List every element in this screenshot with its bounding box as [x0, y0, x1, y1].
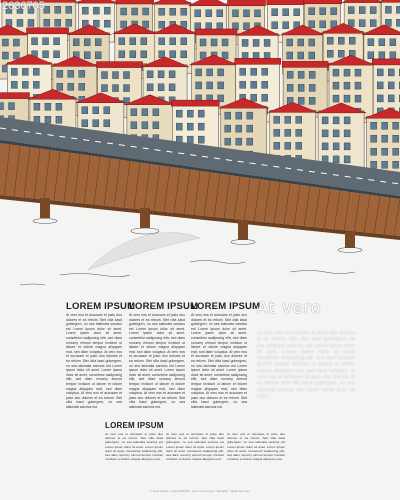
house-window — [13, 39, 19, 46]
house-window — [119, 38, 125, 45]
house-window — [147, 84, 153, 91]
house-window — [371, 161, 377, 168]
house-window — [198, 123, 204, 130]
house-window — [142, 109, 148, 116]
house-window — [147, 71, 153, 78]
house-window — [141, 51, 147, 58]
house-window — [195, 10, 201, 17]
house-window — [44, 19, 50, 26]
house-window — [211, 39, 217, 46]
house-roof — [195, 29, 237, 35]
house-window — [247, 125, 253, 132]
ripple — [338, 248, 362, 253]
house-window — [253, 39, 259, 46]
house-window — [333, 143, 339, 150]
house-roof — [304, 0, 342, 4]
house-window — [102, 72, 108, 79]
house-roof — [189, 0, 229, 6]
house-window — [2, 39, 8, 46]
bottom-column-3: At vero eos et accusam et justo duo dolores et ea rebum. Stet clita kasd gubergren, no sea takimata sanctus est Lorem ipsum dolor sit amet. Lorem ipsum dolor sit amet, consetetur sadipscing elitr, sed diam nonumy eirmod tempor invidunt ut labore et dolore magna aliquyam erat. — [227, 432, 285, 462]
house-window — [322, 130, 328, 137]
house-window — [225, 112, 231, 119]
house-window — [296, 142, 302, 149]
house-window — [13, 52, 19, 59]
house-window — [348, 7, 354, 14]
house-window — [287, 52, 293, 59]
house-roof — [282, 61, 328, 67]
house-window — [296, 129, 302, 136]
house-window — [331, 8, 337, 15]
house-window — [355, 82, 361, 89]
house-window — [287, 84, 293, 91]
house-window — [131, 109, 137, 116]
house-window — [143, 21, 149, 28]
house-window — [382, 161, 388, 168]
house-window — [385, 19, 391, 26]
house-window — [333, 95, 339, 102]
house-window — [247, 112, 253, 119]
house-window — [56, 103, 62, 110]
house-window — [298, 97, 304, 104]
house-window — [159, 51, 165, 58]
house-window — [344, 143, 350, 150]
house-window — [322, 117, 328, 124]
ripple — [20, 284, 45, 285]
house-window — [371, 148, 377, 155]
house-window — [272, 9, 278, 16]
bottom-column-1: At vero eos et accusam et justo duo dolores et ea rebum. Stet clita kasd gubergren, no sea takimata sanctus est Lorem ipsum dolor sit amet. Lorem ipsum dolor sit amet, consetetur sadipscing elitr, sed diam nonumy eirmod tempor invidunt ut labore et dolore magna aliquyam erat. — [105, 432, 163, 462]
house-window — [242, 39, 248, 46]
house-window — [17, 19, 23, 26]
house-window — [274, 129, 280, 136]
house-window — [251, 68, 257, 75]
house-window — [344, 69, 350, 76]
house-window — [232, 10, 238, 17]
house-window — [82, 120, 88, 127]
house-window — [32, 38, 38, 45]
house-roof — [267, 0, 305, 5]
headline-1: LOREM IPSUM — [66, 301, 136, 312]
house-window — [158, 71, 164, 78]
house-window — [132, 8, 138, 15]
house-window — [222, 52, 228, 59]
house-window — [254, 10, 260, 17]
house-window — [385, 6, 391, 13]
piling — [40, 198, 50, 218]
house-window — [247, 138, 253, 145]
ripple — [33, 219, 57, 224]
house-window — [104, 107, 110, 114]
house-window — [379, 39, 385, 46]
house-window — [294, 9, 300, 16]
ripple — [231, 240, 255, 245]
house-window — [285, 142, 291, 149]
house-window — [287, 71, 293, 78]
house-window — [240, 81, 246, 88]
house-window — [159, 8, 165, 15]
house-window — [153, 109, 159, 116]
house-window — [217, 23, 223, 30]
house-window — [333, 82, 339, 89]
house-window — [370, 7, 376, 14]
bottom-headline-1: LOREM IPSUM — [105, 421, 164, 430]
house-window — [54, 38, 60, 45]
house-window — [236, 138, 242, 145]
house-window — [22, 81, 28, 88]
house-window — [225, 138, 231, 145]
headline-3: LOREM IPSUM — [191, 301, 261, 312]
house-window — [218, 69, 224, 76]
house-window — [240, 68, 246, 75]
house-window — [298, 52, 304, 59]
house-window — [11, 68, 17, 75]
house-window — [34, 103, 40, 110]
house-window — [142, 122, 148, 129]
house-window — [55, 6, 61, 13]
house-window — [28, 19, 34, 26]
piling — [238, 220, 248, 240]
house-window — [355, 95, 361, 102]
house-window — [296, 116, 302, 123]
house-window — [187, 110, 193, 117]
house-window — [196, 82, 202, 89]
house-window — [79, 83, 85, 90]
house-roof — [153, 0, 193, 4]
house-window — [320, 21, 326, 28]
house-window — [348, 20, 354, 27]
house-window — [130, 51, 136, 58]
house-roof — [171, 100, 219, 106]
house-window — [390, 52, 396, 59]
house-window — [388, 82, 394, 89]
house-window — [43, 38, 49, 45]
house-window — [382, 122, 388, 129]
house-window — [207, 82, 213, 89]
house-window — [333, 156, 339, 163]
house-roof — [342, 0, 382, 3]
house-window — [73, 39, 79, 46]
house-window — [333, 117, 339, 124]
house-window — [45, 103, 51, 110]
house-window — [355, 69, 361, 76]
house-window — [176, 110, 182, 117]
house-window — [181, 38, 187, 45]
house-window — [181, 8, 187, 15]
house-window — [181, 51, 187, 58]
house-window — [322, 143, 328, 150]
house-window — [388, 69, 394, 76]
house-window — [368, 39, 374, 46]
house-window — [121, 21, 127, 28]
piling — [140, 208, 150, 228]
house-window — [66, 19, 72, 26]
house-window — [187, 123, 193, 130]
house-window — [176, 123, 182, 130]
house-window — [338, 37, 344, 44]
house-roof — [97, 62, 143, 68]
house-window — [272, 22, 278, 29]
house-window — [207, 69, 213, 76]
house-window — [196, 69, 202, 76]
house-window — [45, 116, 51, 123]
text-column-3: At vero eos et accusam et justo duo dolores et ea rebum. Stet clita kasd gubergren, no sea takimata sanctus est Lorem ipsum dolor sit amet. Lorem ipsum dolor sit amet, consetetur sadipscing elitr, sed diam nonumy eirmod tempor invidunt ut labore et dolore magna aliquyam erat, sed diam voluptua. At vero eos et accusam et justo duo dolores et ea rebum. Stet clita kasd gubergren, no sea takimata sanctus est Lorem ipsum dolor sit amet. Lorem ipsum dolor sit amet, consetetur sadipscing elitr, sed diam nonumy eirmod tempor invidunt ut labore et dolore magna aliquyam erat, sed diam voluptua. At vero eos et accusam et justo duo dolores et ea rebum. Stet clita kasd gubergren, no sea takimata sanctus est. — [191, 313, 247, 409]
house-window — [217, 10, 223, 17]
house-window — [283, 9, 289, 16]
house-window — [84, 52, 90, 59]
house-window — [153, 122, 159, 129]
house-window — [33, 81, 39, 88]
house-window — [93, 7, 99, 14]
house-window — [382, 135, 388, 142]
house-window — [309, 21, 315, 28]
house-window — [274, 116, 280, 123]
house-window — [344, 130, 350, 137]
house-window — [200, 39, 206, 46]
house-window — [393, 122, 399, 129]
house-window — [236, 125, 242, 132]
house-window — [309, 71, 315, 78]
house-window — [2, 52, 8, 59]
house-window — [84, 39, 90, 46]
house-window — [243, 10, 249, 17]
house-window — [309, 8, 315, 15]
house-window — [287, 39, 293, 46]
house-window — [338, 50, 344, 57]
house-window — [206, 23, 212, 30]
feature-title: At vero — [257, 298, 322, 317]
house-window — [82, 107, 88, 114]
house-window — [124, 72, 130, 79]
house-window — [333, 130, 339, 137]
house-window — [370, 20, 376, 27]
house-window — [169, 71, 175, 78]
ripple — [290, 271, 355, 274]
house-window — [320, 8, 326, 15]
text-column-1: At vero eos et accusam et justo duo dolores et ea rebum. Stet clita kasd gubergren, no sea takimata sanctus est Lorem ipsum dolor sit amet. Lorem ipsum dolor sit amet, consetetur sadipscing elitr, sed diam nonumy eirmod tempor invidunt ut labore et dolore magna aliquyam erat, sed diam voluptua. At vero eos et accusam et justo duo dolores et ea rebum. Stet clita kasd gubergren, no sea takimata sanctus est Lorem ipsum dolor sit amet. Lorem ipsum dolor sit amet, consetetur sadipscing elitr, sed diam nonumy eirmod tempor invidunt ut labore et dolore magna aliquyam erat, sed diam voluptua. At vero eos et accusam et justo duo dolores et ea rebum. Stet clita kasd gubergren, no sea takimata sanctus est. — [66, 313, 122, 409]
house-window — [170, 51, 176, 58]
house-window — [371, 122, 377, 129]
house-window — [377, 69, 383, 76]
house-window — [298, 71, 304, 78]
house-roof — [116, 0, 154, 4]
house-window — [309, 52, 315, 59]
house-window — [66, 6, 72, 13]
footer-credit: © Dreams Stock · Image #2636705 · Lorem Ipsum Layout · Illustration · Village Sea Town — [150, 490, 250, 493]
house-window — [396, 6, 400, 13]
house-window — [33, 68, 39, 75]
house-roof — [0, 93, 29, 99]
house-window — [57, 70, 63, 77]
house-window — [56, 116, 62, 123]
piling — [345, 232, 355, 248]
house-window — [195, 23, 201, 30]
house-window — [68, 70, 74, 77]
house-window — [198, 110, 204, 117]
house-window — [169, 84, 175, 91]
house-window — [251, 81, 257, 88]
house-window — [113, 85, 119, 92]
house-window — [382, 148, 388, 155]
house-window — [327, 50, 333, 57]
house-window — [22, 68, 28, 75]
house-window — [124, 85, 130, 92]
text-column-2: At vero eos et accusam et justo duo dolores et ea rebum. Stet clita kasd gubergren, no sea takimata sanctus est Lorem ipsum dolor sit amet. Lorem ipsum dolor sit amet, consetetur sadipscing elitr, sed diam nonumy eirmod tempor invidunt ut labore et dolore magna aliquyam erat, sed diam voluptua. At vero eos et accusam et justo duo dolores et ea rebum. Stet clita kasd gubergren, no sea takimata sanctus est Lorem ipsum dolor sit amet. Lorem ipsum dolor sit amet, consetetur sadipscing elitr, sed diam nonumy eirmod tempor invidunt ut labore et dolore magna aliquyam erat, sed diam voluptua. At vero eos et accusam et justo duo dolores et ea rebum. Stet clita kasd gubergren, no sea takimata sanctus est. — [129, 313, 185, 409]
house-window — [93, 107, 99, 114]
house-window — [93, 20, 99, 27]
house-window — [93, 120, 99, 127]
house-window — [113, 72, 119, 79]
house-window — [0, 103, 3, 110]
house-window — [262, 81, 268, 88]
house-window — [170, 8, 176, 15]
house-window — [274, 142, 280, 149]
house-window — [95, 39, 101, 46]
house-window — [158, 84, 164, 91]
house-window — [102, 85, 108, 92]
house-window — [344, 82, 350, 89]
house-window — [104, 20, 110, 27]
house-roof — [372, 59, 400, 65]
house-window — [121, 8, 127, 15]
house-window — [43, 51, 49, 58]
house-roof — [27, 28, 69, 34]
house-window — [206, 10, 212, 17]
house-window — [327, 37, 333, 44]
watermark-id: 2636705 — [2, 0, 45, 12]
house-window — [68, 83, 74, 90]
house-window — [285, 129, 291, 136]
house-roof — [227, 0, 265, 6]
ripple — [190, 261, 245, 264]
house-window — [54, 51, 60, 58]
house-window — [379, 52, 385, 59]
house-window — [11, 81, 17, 88]
house-window — [222, 39, 228, 46]
ripple — [131, 228, 159, 234]
house-window — [285, 116, 291, 123]
house-window — [79, 70, 85, 77]
ripple — [60, 274, 130, 277]
house-window — [393, 161, 399, 168]
house-window — [119, 51, 125, 58]
house-window — [393, 135, 399, 142]
house-window — [344, 117, 350, 124]
house-window — [82, 7, 88, 14]
house-roof — [76, 0, 116, 3]
house-window — [298, 84, 304, 91]
house-window — [309, 84, 315, 91]
house-window — [57, 83, 63, 90]
house-window — [359, 20, 365, 27]
house-window — [344, 156, 350, 163]
house-window — [344, 95, 350, 102]
house-window — [309, 39, 315, 46]
house-window — [368, 52, 374, 59]
house-window — [243, 23, 249, 30]
house-window — [298, 39, 304, 46]
house-window — [141, 38, 147, 45]
house-window — [377, 82, 383, 89]
house-window — [130, 38, 136, 45]
house-window — [225, 125, 231, 132]
house-window — [159, 21, 165, 28]
house-window — [388, 95, 394, 102]
house-window — [377, 95, 383, 102]
house-window — [159, 38, 165, 45]
house-window — [309, 97, 315, 104]
house-window — [393, 148, 399, 155]
house-window — [262, 94, 268, 101]
feature-paragraph: At vero eos et accusam et justo duo dolores et ea rebum. Stet clita kasd gubergren, no sea takimata sanctus est Lorem ipsum dolor sit amet. Lorem ipsum dolor sit amet, consetetur sadipscing elitr, sed diam nonumy eirmod tempor invidunt ut labore et dolore magna aliquyam erat, sed diam voluptua. At vero eos et accusam et justo duo dolores et ea rebum. Stet clita kasd gubergren, no sea takimata sanctus est Lorem ipsum dolor sit amet. — [257, 331, 355, 399]
house-window — [131, 122, 137, 129]
house-window — [104, 120, 110, 127]
house-window — [218, 82, 224, 89]
house-window — [264, 39, 270, 46]
page-curl — [88, 233, 200, 270]
house-window — [396, 19, 400, 26]
house-window — [283, 22, 289, 29]
house-window — [371, 135, 377, 142]
house-window — [333, 69, 339, 76]
house-window — [95, 52, 101, 59]
house-window — [198, 136, 204, 143]
house-window — [55, 19, 61, 26]
bottom-column-2: At vero eos et accusam et justo duo dolores et ea rebum. Stet clita kasd gubergren, no sea takimata sanctus est Lorem ipsum dolor sit amet. Lorem ipsum dolor sit amet, consetetur sadipscing elitr, sed diam nonumy eirmod tempor invidunt ut labore et dolore magna aliquyam erat. — [166, 432, 224, 462]
house-roof — [235, 58, 281, 64]
house-window — [187, 136, 193, 143]
house-window — [8, 103, 14, 110]
house-window — [262, 68, 268, 75]
house-window — [200, 52, 206, 59]
house-window — [359, 7, 365, 14]
headline-2: LOREM IPSUM — [129, 301, 199, 312]
house-window — [104, 7, 110, 14]
house-window — [143, 8, 149, 15]
house-window — [390, 39, 396, 46]
house-window — [236, 112, 242, 119]
house-window — [349, 37, 355, 44]
house-window — [170, 38, 176, 45]
house-window — [251, 94, 257, 101]
